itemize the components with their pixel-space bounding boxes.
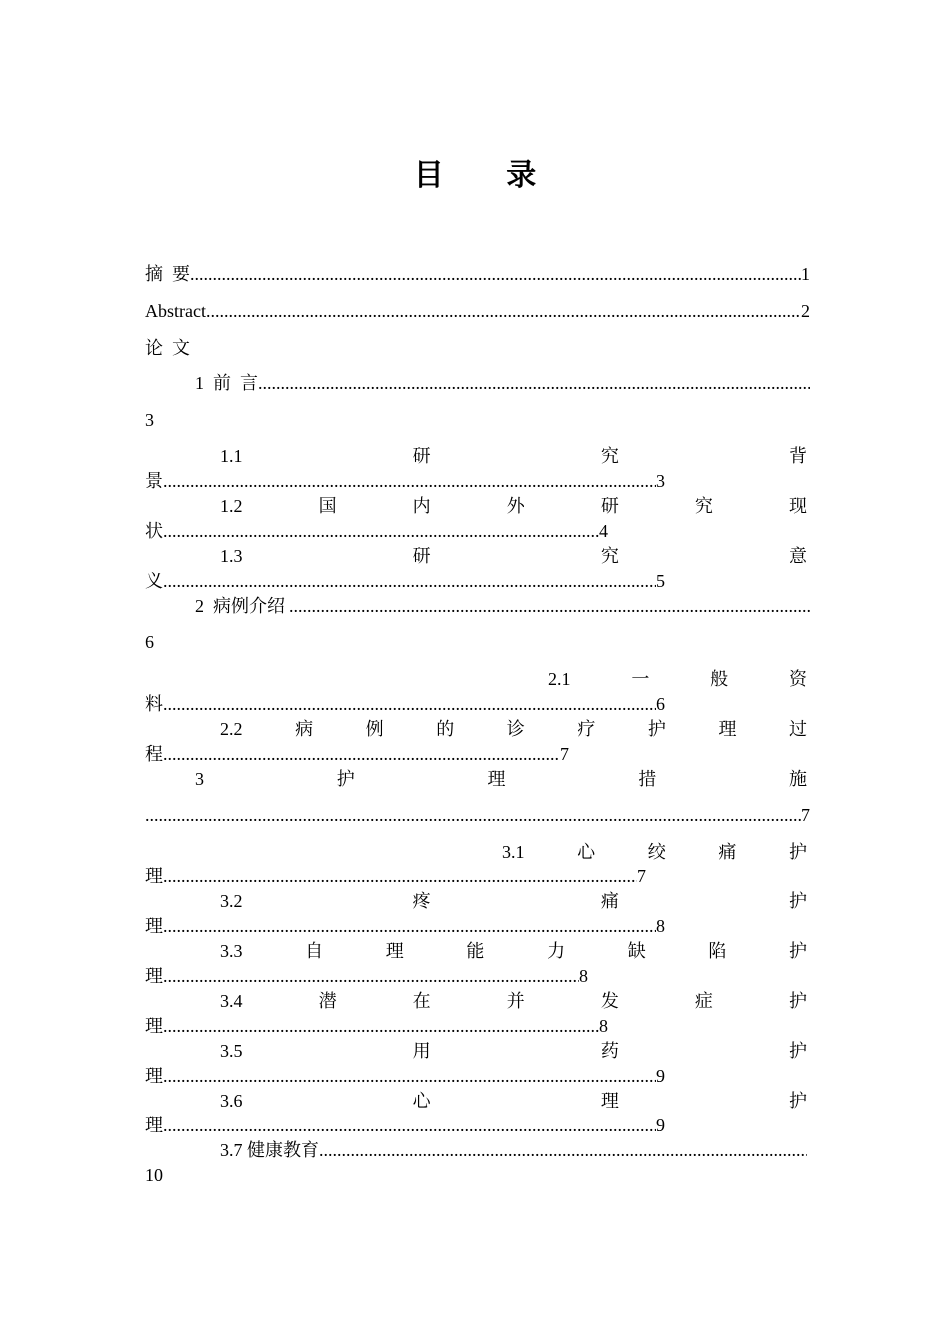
toc-token: 自 [305, 941, 324, 961]
toc-page-number: 1 [801, 264, 810, 284]
toc-leader [163, 692, 656, 716]
toc-page-number: 9 [656, 1115, 665, 1135]
toc-entry-s1-2-cont[interactable] [145, 519, 810, 543]
toc-token: 3.4 [220, 991, 243, 1011]
toc-entry-s1-1[interactable] [220, 444, 807, 468]
toc-token: 力 [547, 941, 566, 961]
toc-entry-s3-3[interactable] [220, 939, 807, 963]
toc-label-tail: 理 [145, 866, 163, 886]
toc-token: 资 [788, 669, 807, 689]
toc-leader [163, 1014, 599, 1038]
toc-leader [190, 262, 801, 286]
toc-token: 例 [365, 719, 384, 739]
toc-label-tail: 理 [145, 1115, 163, 1135]
toc-page-number: 7 [637, 866, 646, 886]
toc-entry-s2[interactable] [195, 594, 810, 618]
toc-token: 3.5 [220, 1041, 243, 1061]
toc-label-tail: 景 [145, 471, 163, 491]
toc-entry-s3-6[interactable] [220, 1089, 807, 1113]
toc-entry-s1-3[interactable] [220, 544, 807, 568]
toc-token: 缺 [627, 941, 646, 961]
toc-title: 目 录 [413, 158, 563, 193]
toc-label-tail: 状 [145, 521, 163, 541]
toc-entry-s2-1[interactable] [548, 667, 807, 691]
toc-token: 究 [600, 546, 619, 566]
toc-token: 1.1 [220, 446, 243, 466]
toc-token: 绞 [647, 842, 666, 862]
toc-entry-s1-3-cont[interactable] [145, 569, 810, 593]
toc-page-number: 3 [656, 471, 665, 491]
toc-token: 护 [788, 941, 807, 961]
toc-page-number: 8 [599, 1016, 608, 1036]
toc-token: 2.2 [220, 719, 243, 739]
toc-page-number: 6 [656, 694, 665, 714]
toc-token: 发 [600, 991, 619, 1011]
toc-entry-s3-3-cont[interactable] [145, 964, 810, 988]
toc-page-number: 10 [145, 1165, 163, 1185]
toc-label-tail: 理 [145, 966, 163, 986]
toc-entry-s3-6-cont[interactable] [145, 1113, 810, 1137]
toc-token: 外 [506, 496, 525, 516]
toc-label-tail: 理 [145, 1066, 163, 1086]
toc-label-tail: 理 [145, 1016, 163, 1036]
toc-entry-s2-2[interactable] [220, 717, 807, 741]
toc-entry-s1-2[interactable] [220, 494, 807, 518]
toc-label-tail: 料 [145, 694, 163, 714]
toc-entry-s3-2-cont[interactable] [145, 914, 810, 938]
toc-entry-s3[interactable] [195, 767, 807, 791]
toc-leader [163, 1064, 656, 1088]
toc-token: 诊 [506, 719, 525, 739]
toc-token: 究 [600, 446, 619, 466]
toc-token: 1.3 [220, 546, 243, 566]
toc-token: 理 [600, 1091, 619, 1111]
toc-page-number: 9 [656, 1066, 665, 1086]
toc-label: 摘 要 [145, 264, 190, 284]
toc-token: 理 [718, 719, 737, 739]
toc-leader [163, 569, 656, 593]
toc-token: 护 [788, 1041, 807, 1061]
toc-leader [163, 519, 599, 543]
toc-label-tail: 程 [145, 744, 163, 764]
toc-token: 3.2 [220, 891, 243, 911]
toc-token: 在 [412, 991, 431, 1011]
toc-leader [163, 742, 560, 766]
toc-leader [206, 299, 801, 323]
toc-token: 3.6 [220, 1091, 243, 1111]
toc-token: 病 [295, 719, 314, 739]
toc-leader [163, 1113, 656, 1137]
toc-token: 痛 [600, 891, 619, 911]
toc-entry-abstract-cn[interactable] [145, 262, 810, 286]
toc-token: 陷 [708, 941, 727, 961]
toc-token: 施 [789, 769, 807, 789]
toc-token: 疼 [412, 891, 431, 911]
toc-token: 究 [694, 496, 713, 516]
toc-token: 护 [647, 719, 666, 739]
toc-token: 背 [788, 446, 807, 466]
toc-leader [319, 1138, 807, 1162]
toc-entry-s3-cont[interactable] [145, 803, 810, 827]
toc-token: 3.3 [220, 941, 243, 961]
toc-token: 护 [789, 842, 807, 862]
toc-leader [289, 594, 810, 618]
toc-page-number: 7 [801, 805, 810, 825]
toc-token: 内 [412, 496, 431, 516]
toc-token: 用 [412, 1041, 431, 1061]
toc-token: 般 [710, 669, 729, 689]
toc-page-number: 7 [560, 744, 569, 764]
toc-entry-s3-4-cont[interactable] [145, 1014, 810, 1038]
toc-entry-s2-1-cont[interactable] [145, 692, 810, 716]
toc-token: 心 [412, 1091, 431, 1111]
toc-page-number: 8 [579, 966, 588, 986]
toc-entry-s1-1-cont[interactable] [145, 469, 810, 493]
toc-token: 心 [577, 842, 596, 862]
toc-token: 3 [195, 769, 204, 789]
toc-token: 一 [631, 669, 650, 689]
toc-token: 2.1 [548, 669, 571, 689]
toc-token: 国 [318, 496, 337, 516]
toc-entry-s3-4[interactable] [220, 989, 807, 1013]
toc-token: 研 [412, 446, 431, 466]
toc-token: 护 [788, 891, 807, 911]
toc-token: 的 [436, 719, 455, 739]
toc-label: Abstract [145, 301, 206, 321]
toc-label: 3.7 健康教育 [220, 1140, 319, 1160]
toc-page-number: 6 [145, 632, 154, 652]
toc-token: 护 [336, 769, 355, 789]
toc-entry-abstract-en[interactable] [145, 299, 810, 323]
toc-label-tail: 理 [145, 916, 163, 936]
toc-label: 2 病例介绍 [195, 596, 285, 616]
toc-leader [258, 371, 810, 395]
toc-token: 能 [466, 941, 485, 961]
toc-entry-s3-7[interactable] [220, 1138, 807, 1162]
toc-token: 护 [788, 991, 807, 1011]
toc-page-number: 5 [656, 571, 665, 591]
toc-token: 症 [694, 991, 713, 1011]
toc-label-tail: 义 [145, 571, 163, 591]
toc-page-number: 4 [599, 521, 608, 541]
toc-page-number: 3 [145, 410, 154, 430]
toc-token: 措 [638, 769, 657, 789]
toc-token: 药 [600, 1041, 619, 1061]
toc-token: 1.2 [220, 496, 243, 516]
toc-leader [163, 469, 656, 493]
toc-token: 现 [788, 496, 807, 516]
toc-token: 护 [788, 1091, 807, 1111]
toc-label: 1 前 言 [195, 373, 258, 393]
toc-entry-thesis[interactable]: 论 文 [145, 338, 190, 358]
toc-entry-s1[interactable] [195, 371, 810, 395]
toc-token: 痛 [718, 842, 737, 862]
toc-token: 过 [789, 719, 807, 739]
toc-token: 理 [487, 769, 506, 789]
toc-page-number: 8 [656, 916, 665, 936]
toc-token: 理 [385, 941, 404, 961]
toc-token: 研 [600, 496, 619, 516]
toc-token: 意 [788, 546, 807, 566]
toc-entry-s2-2-cont[interactable] [145, 742, 810, 766]
toc-entry-s3-5[interactable] [220, 1039, 807, 1063]
toc-entry-s3-5-cont[interactable] [145, 1064, 810, 1088]
toc-token: 并 [506, 991, 525, 1011]
toc-leader [163, 914, 656, 938]
toc-page-number: 2 [801, 301, 810, 321]
toc-entry-s3-1[interactable] [502, 840, 807, 864]
toc-token: 3.1 [502, 842, 525, 862]
toc-token: 研 [412, 546, 431, 566]
toc-token: 疗 [577, 719, 596, 739]
toc-leader [145, 803, 801, 827]
toc-token: 潜 [318, 991, 337, 1011]
toc-leader [163, 964, 579, 988]
toc-entry-s3-1-cont[interactable] [145, 864, 810, 888]
toc-entry-s3-2[interactable] [220, 889, 807, 913]
toc-leader [163, 864, 637, 888]
